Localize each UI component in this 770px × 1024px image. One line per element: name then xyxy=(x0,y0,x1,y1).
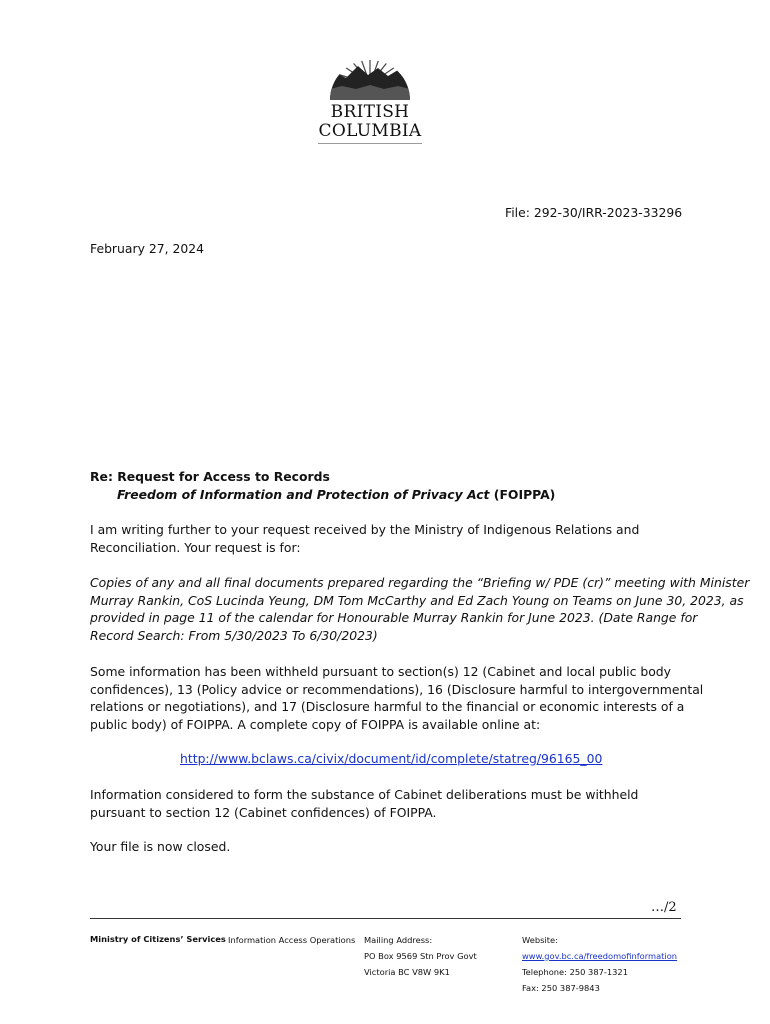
mailing-line2: Victoria BC V8W 9K1 xyxy=(364,967,450,977)
logo-text-line1: BRITISH xyxy=(330,102,410,122)
logo-divider xyxy=(318,143,422,144)
act-abbrev: (FOIPPA) xyxy=(489,487,556,502)
logo-text-line2: COLUMBIA xyxy=(318,121,422,141)
closing-paragraph: Your file is now closed. xyxy=(90,839,231,854)
text-line: Information considered to form the substance of Cabinet deliberations must be withheld xyxy=(90,787,639,802)
foippa-link[interactable]: http://www.bclaws.ca/civix/document/id/complete/statreg/96165_00 xyxy=(180,751,603,766)
text-line: relations or negotiations), and 17 (Disclosure harmful to the financial or economic interests of a xyxy=(90,699,685,714)
act-name: Freedom of Information and Protection of Privacy Act xyxy=(117,487,490,502)
text-line: Copies of any and all final documents prepared regarding the “Briefing w/ PDE (cr)” meeting with Minister xyxy=(90,575,750,590)
file-reference: File: 292-30/IRR-2023-33296 xyxy=(505,205,683,220)
mailing-label: Mailing Address: xyxy=(364,935,433,945)
footer-mailing-address xyxy=(364,932,477,980)
subject-line: Re: Request for Access to Records xyxy=(90,469,330,484)
text-line: Some information has been withheld pursuant to section(s) 12 (Cabinet and local public body xyxy=(90,664,671,679)
text-line: Record Search: From 5/30/2023 To 6/30/2023) xyxy=(90,627,378,643)
text-line: provided in page 11 of the calendar for Honourable Murray Rankin for June 2023. (Date Range for xyxy=(90,610,698,625)
text-line: public body) of FOIPPA. A complete copy of FOIPPA is available online at: xyxy=(90,716,541,732)
text-line: I am writing further to your request received by the Ministry of Indigenous Relations and xyxy=(90,522,640,537)
text-line: confidences), 13 (Policy advice or recommendations), 16 (Disclosure harmful to intergovernmental xyxy=(90,681,704,697)
cabinet-paragraph xyxy=(90,786,638,821)
page-continuation: …/2 xyxy=(651,900,677,915)
text-line: Murray Rankin, CoS Lucinda Yeung, DM Tom McCarthy and Ed Zach Young on Teams on June 30, 2023, as xyxy=(90,592,744,608)
act-line xyxy=(117,486,555,504)
mailing-line1: PO Box 9569 Stn Prov Govt xyxy=(364,951,477,961)
letter-date: February 27, 2024 xyxy=(90,241,205,256)
bc-logo xyxy=(310,44,430,148)
intro-paragraph xyxy=(90,521,639,556)
text-line: pursuant to section 12 (Cabinet confidences) of FOIPPA. xyxy=(90,804,437,820)
footer-divider xyxy=(90,918,681,919)
website-link[interactable]: www.gov.bc.ca/freedomofinformation xyxy=(522,951,678,961)
text-line: Reconciliation. Your request is for: xyxy=(90,539,301,555)
website-label: Website: xyxy=(522,935,558,945)
footer-ministry: Ministry of Citizens’ Services xyxy=(90,934,226,944)
fax: Fax: 250 387-9843 xyxy=(522,983,600,993)
request-text xyxy=(90,574,749,644)
bc-sun-mountain-logo-icon xyxy=(326,44,414,100)
footer-office: Information Access Operations xyxy=(228,935,356,945)
withheld-paragraph xyxy=(90,663,703,733)
telephone: Telephone: 250 387-1321 xyxy=(522,967,628,977)
footer-contact xyxy=(522,932,677,996)
